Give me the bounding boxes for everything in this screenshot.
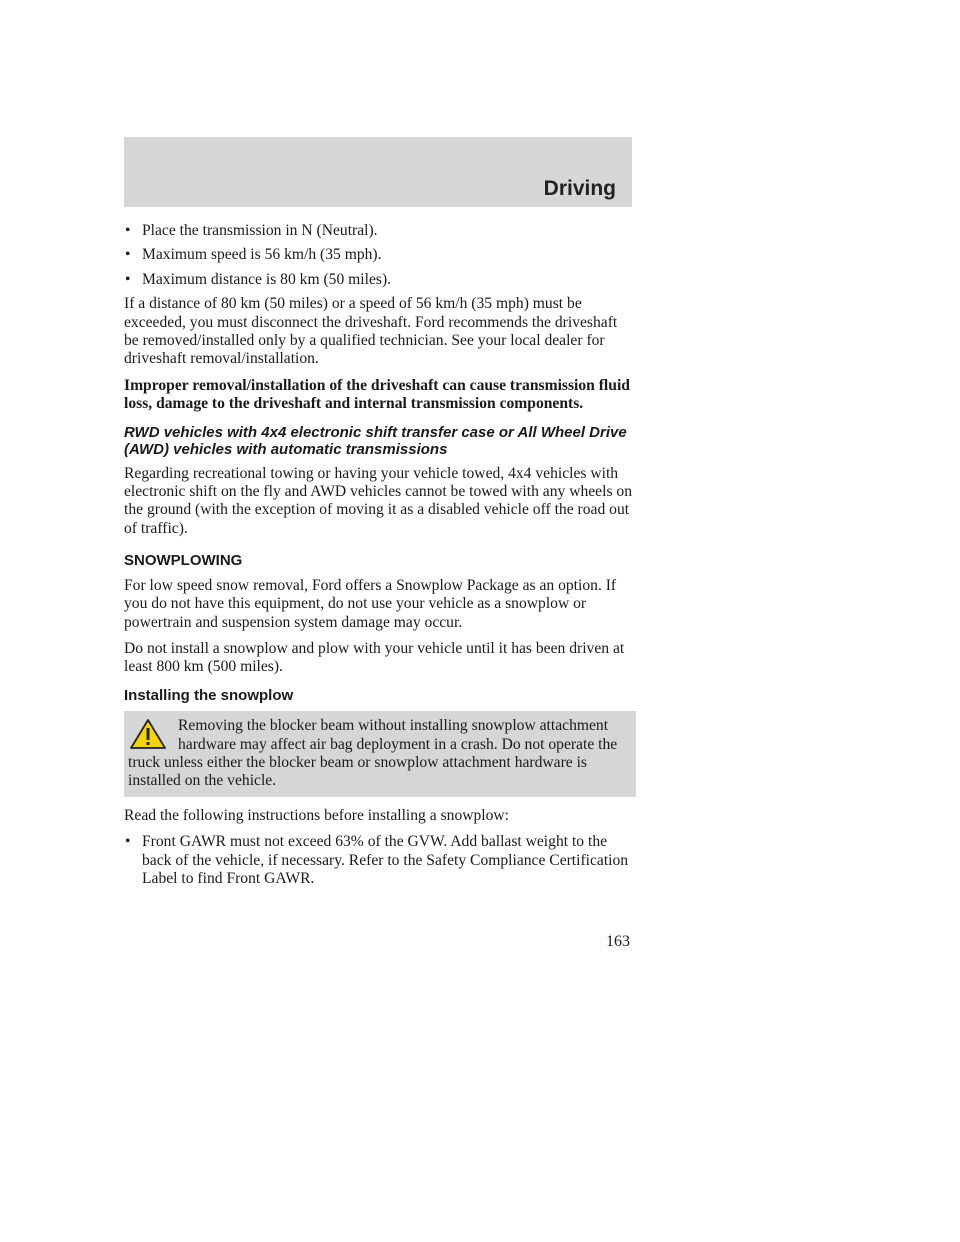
warning-box xyxy=(124,711,636,797)
heading-installing-snowplow: Installing the snowplow xyxy=(124,686,294,704)
page-content xyxy=(124,222,634,894)
heading-snowplowing: SNOWPLOWING xyxy=(124,552,243,570)
paragraph-read-instructions: Read the following instructions before installing a snowplow: xyxy=(124,806,510,824)
bullet-item: • Place the transmission in N (Neutral). xyxy=(124,222,634,240)
section-header-bar xyxy=(124,137,632,207)
warning-text: Removing the blocker beam without installing snowplow attachment hardware may affect air bag deployment in a crash. Do not operate the truck unless either the blocker beam or snowplow attachment hardware is installed on the vehicle. xyxy=(128,717,618,790)
warning-triangle-icon xyxy=(128,717,172,751)
page-number: 163 xyxy=(606,933,630,950)
paragraph-snowplow-package: For low speed snow removal, Ford offers a Snowplow Package as an option. If you do not have this equipment, do not use your vehicle as a snowplow or powertrain and suspension system damage may occur. xyxy=(124,576,617,631)
paragraph-disconnect-driveshaft: If a distance of 80 km (50 miles) or a speed of 56 km/h (35 mph) must be exceeded, you must disconnect the driveshaft. Ford recommends the driveshaft be removed/installed only by a qualified technician. See your local dealer for driveshaft removal/installation. xyxy=(124,295,618,368)
bullet-item: • Maximum speed is 56 km/h (35 mph). xyxy=(124,246,634,264)
bullet-item: • Front GAWR must not exceed 63% of the GVW. Add ballast weight to the back of the vehicle, if necessary. Refer to the Safety Compliance Certification Label to find Front GAWR. xyxy=(124,833,634,888)
paragraph-improper-removal: Improper removal/installation of the driveshaft can cause transmission fluid loss, damage to the driveshaft and internal transmission components. xyxy=(124,376,630,413)
subheading-rwd-awd: RWD vehicles with 4x4 electronic shift transfer case or All Wheel Drive (AWD) vehicles with automatic transmissions xyxy=(124,423,627,459)
section-title: Driving xyxy=(543,177,616,200)
paragraph-snowplow-break-in: Do not install a snowplow and plow with your vehicle until it has been driven at least 800 km (500 miles). xyxy=(124,639,625,676)
bullet-item: • Maximum distance is 80 km (50 miles). xyxy=(124,271,634,289)
paragraph-towing: Regarding recreational towing or having your vehicle towed, 4x4 vehicles with electronic shift on the fly and AWD vehicles cannot be towed with any wheels on the ground (with the exception of moving it as a disabled vehicle off the road out of traffic). xyxy=(124,464,632,537)
